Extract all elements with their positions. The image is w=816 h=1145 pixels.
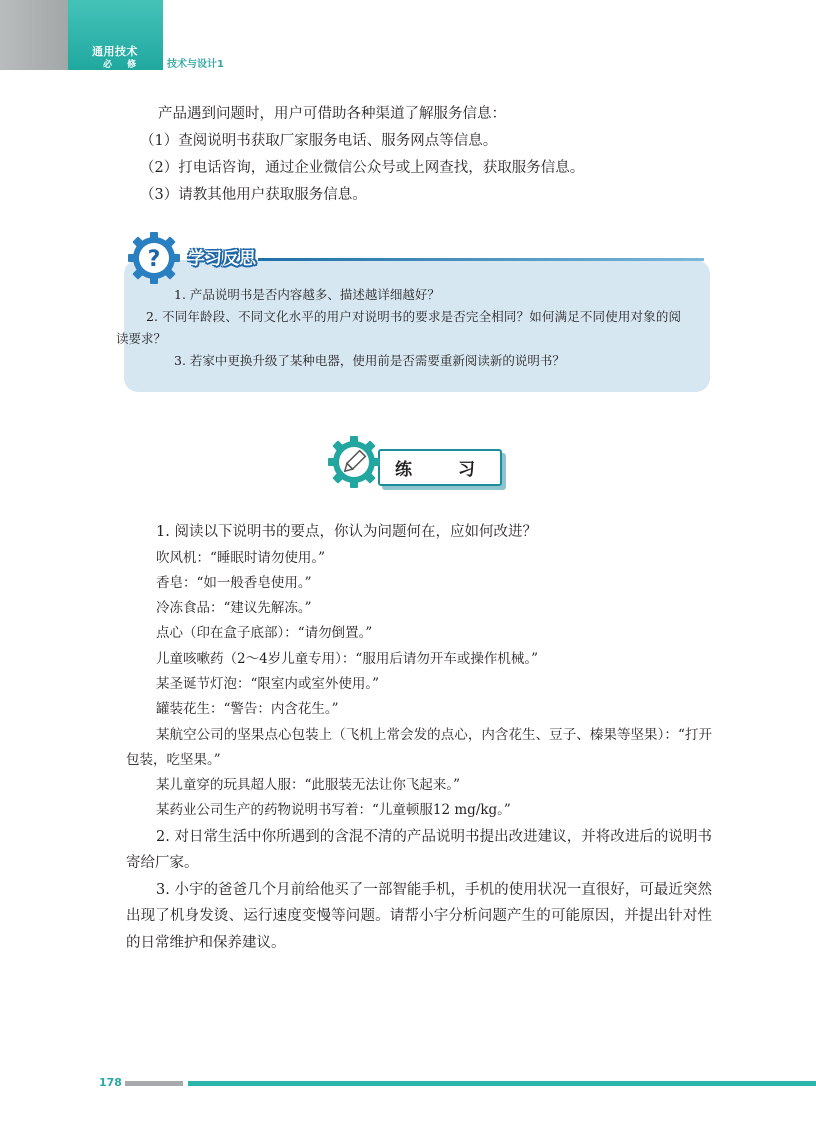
footer-bar-teal [188,1081,816,1086]
exercise-question: 2. 对日常生活中你所遇到的含混不清的产品说明书提出改进建议，并将改进后的说明书寄给厂家。 [126,828,712,872]
example-item: 儿童咳嗽药（2～4岁儿童专用）：“服用后请勿开车或操作机械。” [156,650,538,667]
intro-section [140,101,700,209]
reflection-question: 1. 产品说明书是否内容越多、描述越详细越好？ [174,287,440,302]
exercise-title: 练习 [395,460,521,480]
example-item: 某航空公司的坚果点心包装上（飞机上常会发的点心，内含花生、豆子、榛果等坚果）：“打开包装，吃坚果。” [126,726,712,768]
book-title: 技术与设计1 [167,59,224,70]
question-gear-icon [126,228,186,288]
reflection-question: 2. 不同年龄段、不同文化水平的用户对说明书的要求是否完全相同？如何满足不同使用对象的阅读要求？ [116,309,681,346]
example-item: 某药业公司生产的药物说明书写着：“儿童顿服12 mg/kg。” [156,802,511,819]
reflection-header-line [258,258,704,261]
example-item: 吹风机：“睡眠时请勿使用。” [156,549,326,566]
page-number: 178 [99,1076,122,1089]
exercise-question: 1. 阅读以下说明书的要点，你认为问题何在，应如何改进？ [156,524,537,540]
series-title: 通用技术 [92,45,138,58]
example-item: 冷冻食品：“建议先解冻。” [156,600,312,617]
exercise-section [126,519,712,956]
footer-bar-grey [125,1081,183,1086]
svg-text:?: ? [147,247,161,272]
reflection-question: 3. 若家中更换升级了某种电器，使用前是否需要重新阅读新的说明书？ [174,353,565,368]
example-item: 点心（印在盒子底部）：“请勿倒置。” [156,625,373,642]
example-item: 罐装花生：“警告：内含花生。” [156,701,339,718]
pencil-gear-icon [326,432,386,492]
example-item: 香皂：“如一般香皂使用。” [156,574,312,591]
intro-item: （3）请教其他用户获取服务信息。 [140,187,367,203]
exercise-question: 3. 小宇的爸爸几个月前给他买了一部智能手机，手机的使用状况一直很好，可最近突然出现了机身发烫、运行速度变慢等问题。请帮小宇分析问题产生的可能原因，并提出针对性的日常维护和保养建议。 [126,881,712,951]
reflection-title: 学习反思 [188,249,256,269]
intro-item: （2）打电话咨询，通过企业微信公众号或上网查找，获取服务信息。 [140,160,585,176]
intro-item: （1）查阅说明书获取厂家服务电话、服务网点等信息。 [140,133,498,149]
series-level: 必 修 [103,60,143,70]
example-item: 某圣诞节灯泡：“限室内或室外使用。” [156,675,380,692]
intro-lead: 产品遇到问题时，用户可借助各种渠道了解服务信息： [158,106,506,122]
example-item: 某儿童穿的玩具超人服：“此服装无法让你飞起来。” [156,777,461,794]
reflection-questions [116,284,692,372]
